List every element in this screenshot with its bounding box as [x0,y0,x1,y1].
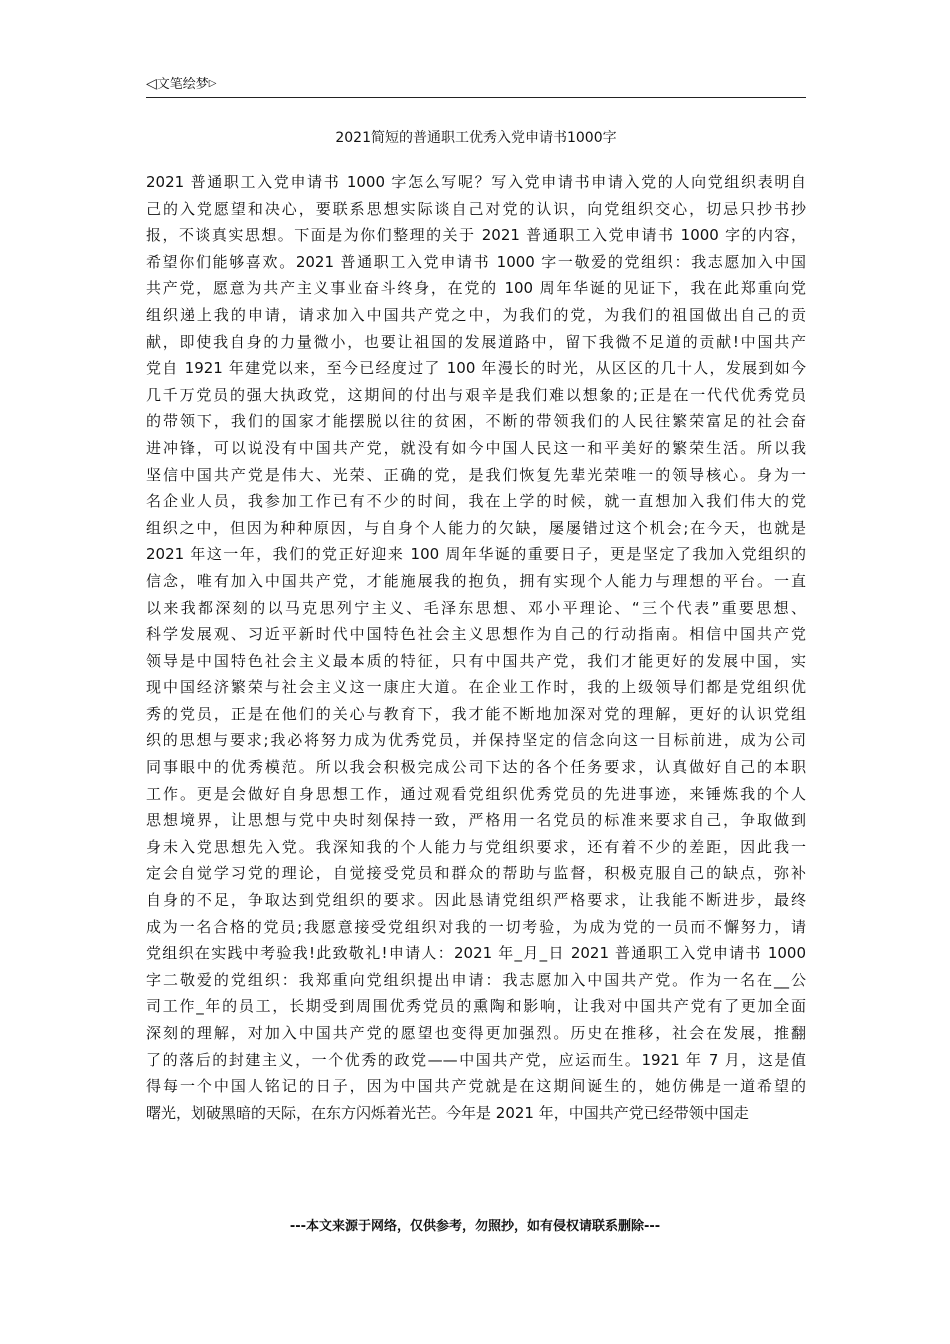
body-line: 组织之中，但因为种种原因，与自身个人能力的欠缺，屡屡错过这个机会;在今天，也就是 [146,518,806,537]
body-line: 2021 普通职工入党申请书 1000 字怎么写呢？写入党申请书申请入党的人向党组织表明自 [146,173,806,191]
page-header [146,74,806,96]
body-line: 字二敬爱的党组织：我郑重向党组织提出申请：我志愿加入中国共产党。作为一名在__公 [146,970,806,989]
body-line: 同事眼中的优秀模范。所以我会积极完成公司下达的各个任务要求，认真做好自己的本职 [146,758,806,777]
body-line: 坚信中国共产党是伟大、光荣、正确的党，是我们恢复先辈光荣唯一的领导核心。身为一 [146,465,806,484]
body-line: 定会自觉学习党的理论，自觉接受党员和群众的帮助与监督，积极克服自己的缺点，弥补 [146,864,806,883]
body-line: 信念，唯有加入中国共产党，才能施展我的抱负，拥有实现个人能力与理想的平台。一直 [146,571,806,590]
body-line: 进冲锋，可以说没有中国共产党，就没有如今中国人民这一和平美好的繁荣生活。所以我 [146,438,806,457]
body-line: 秀的党员，正是在他们的关心与教育下，我才能不断地加深对党的理解，更好的认识党组 [146,704,806,723]
body-line: 党组织在实践中考验我!此致敬礼!申请人：2021 年_月_日 2021 普通职工入党申请书 1000 [146,944,806,963]
body-line: 己的入党愿望和决心，要联系思想实际谈自己对党的认识，向党组织交心，切忌只抄书抄 [146,199,806,218]
body-line: 身未入党思想先入党。我深知我的个人能力与党组织要求，还有着不少的差距，因此我一 [146,837,806,856]
body-line: 织的思想与要求;我必将努力成为优秀党员，并保持坚定的信念向这一目标前进，成为公司 [146,731,806,750]
body-line: 得每一个中国人铭记的日子，因为中国共产党就是在这期间诞生的，她仿佛是一道希望的 [146,1077,806,1096]
left-triangle-icon: ◁ [146,76,157,92]
body-line: 思想境界，让思想与党中央时刻保持一致，严格用一名党员的标准来要求自己，争取做到 [146,811,806,830]
header-divider [146,97,806,98]
body-line: 希望你们能够喜欢。2021 普通职工入党申请书 1000 字一敬爱的党组织：我志愿加入中国 [146,252,806,271]
right-triangle-icon: ▷ [208,78,217,89]
body-line: 组织递上我的申请，请求加入中国共产党之中，为我们的党，为我们的祖国做出自己的贡 [146,305,806,324]
body-line: 司工作_年的员工，长期受到周围优秀党员的熏陶和影响，让我对中国共产党有了更加全面 [146,997,806,1016]
header-brand: 文笔绘梦 [156,77,209,92]
body-line: 共产党，愿意为共产主义事业奋斗终身，在党的 100 周年华诞的见证下，我在此郑重向党 [146,279,806,298]
page-footer: ---本文来源于网络，仅供参考，勿照抄，如有侵权请联系删除--- [289,1219,661,1234]
body-line: 科学发展观、习近平新时代中国特色社会主义思想作为自己的行动指南。相信中国共产党 [146,625,806,644]
body-line: 献，即使我自身的力量微小，也要让祖国的发展道路中，留下我微不足道的贡献!中国共产 [146,332,806,351]
body-line: 成为一名合格的党员;我愿意接受党组织对我的一切考验，为成为党的一员而不懈努力，请 [146,917,806,936]
document-title: 2021简短的普通职工优秀入党申请书1000字 [335,130,617,146]
body-line: 了的落后的封建主义，一个优秀的政党——中国共产党，应运而生。1921 年 7 月，这是值 [146,1050,806,1069]
body-line: 几千万党员的强大执政党，这期间的付出与艰辛是我们难以想象的;正是在一代代优秀党员 [146,385,806,404]
body-line: 领导是中国特色社会主义最本质的特征，只有中国共产党，我们才能更好的发展中国，实 [146,651,806,670]
body-line: 深刻的理解，对加入中国共产党的愿望也变得更加强烈。历史在推移，社会在发展，推翻 [146,1024,806,1042]
body-line: 工作。更是会做好自身思想工作，通过观看党组织优秀党员的先进事迹，来锤炼我的个人 [146,784,806,803]
body-line: 以来我都深刻的以马克思列宁主义、毛泽东思想、邓小平理论、“三个代表”重要思想、 [146,598,806,617]
body-line: 现中国经济繁荣与社会主义这一康庄大道。在企业工作时，我的上级领导们都是党组织优 [146,678,806,697]
body-line: 自身的不足，争取达到党组织的要求。因此恳请党组织严格要求，让我能不断进步，最终 [146,891,806,910]
body-line: 曙光，划破黑暗的天际，在东方闪烁着光芒。今年是 2021 年，中国共产党已经带领中国走 [146,1103,749,1122]
body-line: 2021 年这一年，我们的党正好迎来 100 周年华诞的重要日子，更是坚定了我加入党组织的 [146,545,806,564]
body-line: 的带领下，我们的国家才能摆脱以往的贫困，不断的带领我们的人民往繁荣富足的社会奋 [146,412,806,431]
body-line: 党自 1921 年建党以来，至今已经度过了 100 年漫长的时光，从区区的几十人，发展到如今 [146,359,806,378]
body-line: 名企业人员，我参加工作已有不少的时间，我在上学的时候，就一直想加入我们伟大的党 [146,492,806,511]
document-body [146,169,806,1126]
body-line: 报，不谈真实思想。下面是为你们整理的关于 2021 普通职工入党申请书 1000 字的内容， [146,226,806,245]
